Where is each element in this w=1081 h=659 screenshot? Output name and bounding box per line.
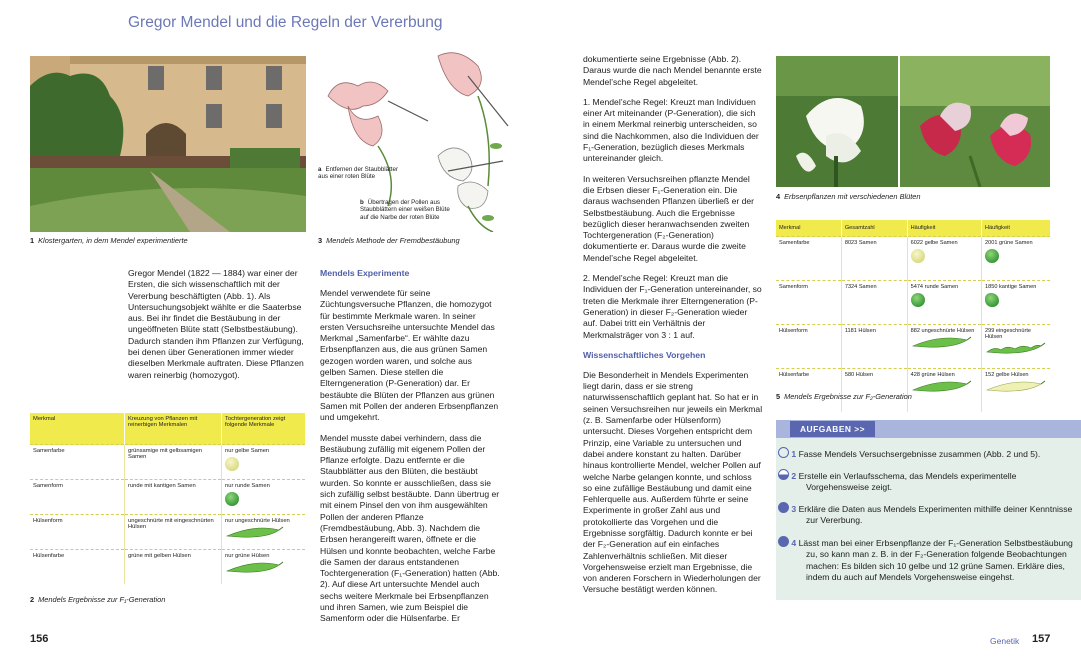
green-pod-icon [225,526,285,540]
table-cell [907,369,981,413]
cell-text: 428 grüne Hülsen [910,372,955,378]
right-column [583,54,763,605]
table-row [30,480,305,515]
f1-results-table [30,413,305,584]
cell-text: 1850 kantige Samen [985,284,1037,290]
section-label: Genetik [990,636,1020,646]
table-header: Häufigkeit [982,220,1051,237]
paragraph: Mendel musste dabei verhindern, dass die Bestäubung zufällig mit eigenem Pollen der Pflanze erfolgte. Dazu entfernte er die Staubblätter aus den Blüten, die bestäubt wurden. So konnte er ausschließen, dass sie sich zufällig selbst bestäubte. Dann übertrug er mit einem Pinsel den von ihm ausgewählten Pollen der anderen Pflanze (Fremdbestäubung, Abb. 3). Nachdem die Erbsen herangereift waren, öffnete er die Hülsen und konnte beobachten, welche Farbe die Samen der daraus entstandenen Tochtergeneration (F₁-Generation) hatten (Abb. 2). Auf diese Art untersuchte Mendel auch sechs weitere Merkmale bei Erbsenpflanzen und ihren Samen, wie zum Beispiel die Samenform oder die Hülsenfarbe. Er [320,432,500,624]
left-page-number: 156 [30,633,49,645]
table-cell [222,515,306,550]
table-cell [907,237,981,281]
paragraph: In weiteren Versuchsreihen pflanzte Mendel die Erbsen dieser F₁-Generation ein. Die daraus wachsenden Pflanzen überließ er der Selbstbestäubung. Auch die Ergebnisse bezüglich dieser heranwachsenden zweiten Tochtergeneration (F₂-Generation) dokumentierte er. Daraus wurde die zweite Mendel’sche Regel abgeleitet. [583,173,755,263]
cell-text: 6022 gelbe Samen [910,240,958,246]
table-header: Merkmal [776,220,841,237]
task-text: Erstelle ein Verlaufsschema, das Mendels experimentelle Vorgehensweise zeigt. [798,471,1017,493]
table-cell: ungeschnürte mit eingeschnürten Hülsen [125,515,222,550]
cell-text: 2001 grüne Samen [985,240,1033,246]
table-row [776,281,1050,325]
task-number: 4 [791,538,797,548]
green-pea-icon [225,492,239,506]
circle-filled-icon [778,536,789,547]
task-text: Lässt man bei einer Erbsenpflanze der F₁-Generation Selbstbestäubung zu, so kann man z. B. in der F₂-Generation folgende Beobachtungen machen: Es bilden sich 10 gelbe und 12 grüne Samen. Erkläre dies, indem du auch auf Mendels Vorgehensweise eingehst. [798,538,1073,582]
right-page-number: 157 [1032,633,1051,645]
white-pea-flower-photo [776,56,898,187]
table-cell [907,325,981,369]
table-cell: Samenform [30,480,125,515]
cell-text: nur grüne Hülsen [225,553,270,559]
paragraph: dokumentierte seine Ergebnisse (Abb. 2). Daraus wurde die nach Mendel benannte erste Mendel’sche Regel abgeleitet. [583,54,762,87]
task-number: 3 [791,504,797,514]
table-cell [982,237,1051,281]
figure-2-caption: 2 Mendels Ergebnisse zur F₁-Generation [30,595,166,604]
task-text: Erkläre die Daten aus Mendels Experimenten mithilfe deiner Kenntnisse zur Vererbung. [798,504,1073,526]
cell-text: 5474 runde Samen [910,284,959,290]
table-cell [982,281,1051,325]
circle-half-icon [778,469,789,480]
table-header: Tochtergeneration zeigt folgende Merkmale [222,413,306,445]
yellow-pea-icon [225,457,239,471]
section-heading: Wissenschaftliches Vorgehen [583,349,706,360]
table-cell [222,480,306,515]
wrinkled-green-pea-icon [985,293,999,307]
task-text: Fasse Mendels Versuchsergebnisse zusammen (Abb. 2 und 5). [798,449,1041,459]
red-pea-flower-photo [900,56,1050,187]
table-cell: 580 Hülsen [841,369,907,413]
rule-1: 1. Mendel’sche Regel: Kreuzt man Individuen einer Art miteinander (P-Generation), die sich in einem Merkmal reinerbig unterscheiden, so sind die Nachkommen, also die Individuen der F₁-Generation, bezüglich dieses Merkmals untereinander gleich. [583,96,759,164]
cell-text: 882 ungeschnürte Hülsen [910,328,975,334]
cell-text: nur runde Samen [225,483,270,489]
section-heading: Mendels Experimente [320,268,410,278]
table-row [776,325,1050,369]
task-number: 1 [791,449,797,459]
table-cell [222,445,306,480]
table-header: Häufigkeit [907,220,981,237]
green-pea-icon [985,249,999,263]
green-pod-icon [225,561,285,575]
table-cell: Hülsenfarbe [776,369,841,413]
middle-column [320,268,500,634]
table-row [30,445,305,480]
task-4 [778,536,1076,583]
cell-text: 152 gelbe Hülsen [985,372,1029,378]
f2-results-table [776,220,1050,412]
circle-empty-icon [778,447,789,458]
circle-filled-icon [778,502,789,513]
table-cell [982,369,1051,413]
cell-text: nur ungeschnürte Hülsen [225,518,290,524]
figure-3b-caption: b Übertragen der Pollen aus Staubblättern einer weißen Blüte auf die Narbe der roten Blüte [360,199,450,221]
table-cell: 7324 Samen [841,281,907,325]
table-header: Gesamtzahl [841,220,907,237]
table-cell: 1181 Hülsen [841,325,907,369]
table-cell: Hülsenfarbe [30,550,125,585]
rule-2: 2. Mendel’sche Regel: Kreuzt man die Individuen der F₁-Generation untereinander, so treten die Merkmale ihrer Elterngeneration (P-Generation) in dieser F₂-Generation wieder auf. Dabei tritt ein Verhältnis der Merkmalsträger von 3 : 1 auf. [583,273,762,340]
constricted-pod-icon [985,342,1047,356]
paragraph: Mendel verwendete für seine Züchtungsversuche Pflanzen, die homozygot für bestimmte Merkmale waren. In seiner ersten Versuchsreihe untersuchte Mendel das Merkmal „Samenfarbe“. Er wählte dazu Erbsenpflanzen aus, die aus grünen Samen gezogen worden waren, und solche aus gelben Samen. Diese stellen die Elterngeneration (P-Generation) dar. Er bestäubte die Blüten der Pflanzen aus grünen Samen mit Pollen der anderen Erbsenpflanzen und umgekehrt. [320,288,499,423]
table-cell [982,325,1051,369]
table-cell: Hülsenform [776,325,841,369]
table-row [30,515,305,550]
yellow-pea-icon [911,249,925,263]
table-cell: grüne mit gelben Hülsen [125,550,222,585]
table-cell [222,550,306,585]
figure-3a-caption: a Entfernen der Staubblätter aus einer roten Blüte [318,166,399,181]
table-header: Kreuzung von Pflanzen mit reinerbigen Merkmalen [125,413,222,445]
table-row [776,369,1050,413]
figure-5-caption: 5 Mendels Ergebnisse zur F₂-Generation [776,392,912,401]
task-1 [778,447,1048,460]
task-number: 2 [791,471,797,481]
task-2 [778,469,1076,494]
table-cell: Samenfarbe [776,237,841,281]
page-title: Gregor Mendel und die Regeln der Vererbung [128,14,443,31]
table-cell [907,281,981,325]
green-pea-icon [911,293,925,307]
task-3 [778,502,1076,527]
table-cell: grünsamige mit gelbsamigen Samen [125,445,222,480]
paragraph: Die Besonderheit in Mendels Experimenten liegt darin, dass er sie streng naturwissenschaftlich geplant hat. So hat er in seinen Versuchsreihen nur jeweils ein Merkmal (z. B. Samenfarbe oder Hülsenform) untersucht. Dieses Vorgehen entspricht dem Prinzip, eine Variable zu untersuchen und dabei andere konstant zu halten. Darüber hinaus kontrollierte Mendel, welcher Pollen auf welche Narbe gelangen konnte, und schloss so eine zufällige Bestäubung und damit eine Fehlerquelle aus. Außerdem führte er seine Experimente in großer Zahl aus und protokollierte das Vorgehen und die Ergebnisse sorgfältig. Dadurch konnte er bei der F₂-Generation auf ein einfaches Zahlenverhältnis schließen. Mit dieser Vorgehensweise erzielt man Ergebnisse, die von anderen Forschern in Wiederholungen der Versuche bestätigt werden können. [583,369,763,595]
table-cell: Samenform [776,281,841,325]
table-header: Merkmal [30,413,125,445]
table-cell: 8023 Samen [841,237,907,281]
aufgaben-label: AUFGABEN >> [790,421,875,437]
monastery-garden-photo [30,56,306,232]
table-cell: Hülsenform [30,515,125,550]
figure-1-caption: 1 Klostergarten, in dem Mendel experimentierte [30,236,188,245]
cell-text: 299 eingeschnürte Hülsen [985,328,1032,340]
figure-4-caption: 4 Erbsenpflanzen mit verschiedenen Blüten [776,192,921,201]
intro-paragraph: Gregor Mendel (1822 — 1884) war einer der Ersten, die sich wissenschaftlich mit der Vererbung beschäftigten (Abb. 1). Als Untersuchungsobjekt wählte er die Saaterbse aus. Bei ihr findet die Bestäubung in der ungeöffneten Blüte statt (Selbstbestäubung). Dadurch standen ihm Pflanzen zur Verfügung, bei denen über Generationen immer wieder dieselben Merkmale auftraten. Diese Pflanzen waren reinerbig (homozygot). [128,268,304,380]
green-pod-icon [911,336,973,350]
table-cell: runde mit kantigen Samen [125,480,222,515]
cell-text: nur gelbe Samen [225,448,270,454]
figure-3-caption: 3 Mendels Methode der Fremdbestäubung [318,236,460,245]
table-row [30,550,305,585]
table-cell: Samenfarbe [30,445,125,480]
table-row [776,237,1050,281]
